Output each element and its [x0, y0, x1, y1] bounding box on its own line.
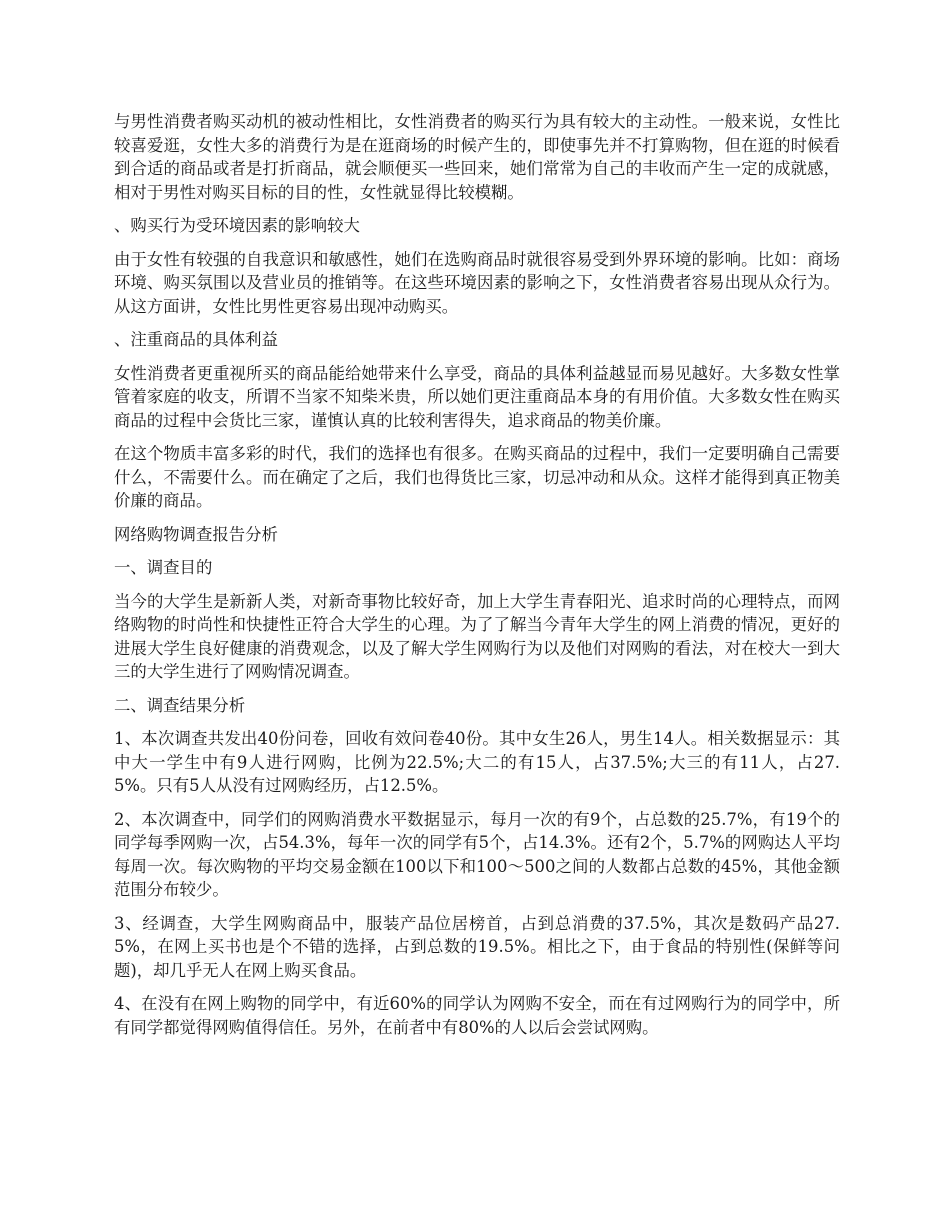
heading-results-analysis: 二、调查结果分析	[114, 695, 246, 715]
paragraph-result-4: 4、在没有在网上购物的同学中，有近60%的同学认为网购不安全，而在有过网购行为的同学中，所有同学都觉得网购值得信任。另外，在前者中有80%的人以后会尝试网购。	[114, 994, 840, 1037]
paragraph-result-3: 3、经调查，大学生网购商品中，服装产品位居榜首，占到总消费的37.5%，其次是数码产品27.5%，在网上买书也是个不错的选择，占到总数的19.5%。相比之下，由于食品的特别性(保鲜等问题)，却几乎无人在网上购买食品。	[114, 913, 840, 980]
heading-report-title: 网络购物调查报告分析	[114, 524, 278, 544]
paragraph-intro: 与男性消费者购买动机的被动性相比，女性消费者的购买行为具有较大的主动性。一般来说，女性比较喜爱逛，女性大多的消费行为是在逛商场的时候产生的，即使事先并不打算购物，但在逛的时候看到合适的商品或者是打折商品，就会顺便买一些回来，她们常常为自己的丰收而产生一定的成就感，相对于男性对购买目标的目的性，女性就显得比较模糊。	[114, 112, 840, 202]
document-page	[114, 110, 840, 1049]
heading-survey-purpose: 一、调查目的	[114, 558, 213, 577]
paragraph-purpose: 当今的大学生是新新人类，对新奇事物比较好奇，加上大学生青春阳光、追求时尚的心理特点，而网络购物的时尚性和快捷性正符合大学生的心理。为了了解当今青年大学生的网上消费的情况，更好的进展大学生良好健康的消费观念，以及了解大学生网购行为以及他们对网购的看法，对在校大一到大三的大学生进行了网购情况调查。	[114, 591, 840, 681]
paragraph-result-2: 2、本次调查中，同学们的网购消费水平数据显示，每月一次的有9个，占总数的25.7%，有19个的同学每季网购一次，占54.3%，每年一次的同学有5个，占14.3%。还有2个，5.7%的网购达人平均每周一次。每次购物的平均交易金额在100以下和100～500之间的人数都占总数的45%，其他金额范围分布较少。	[114, 809, 840, 899]
paragraph-result-1: 1、本次调查共发出40份问卷，回收有效问卷40份。其中女生26人，男生14人。相关数据显示：其中大一学生中有9人进行网购，比例为22.5%;大二的有15人，占37.5%;大三的有11人，占27.5%。只有5人从没有过网购经历，占12.5%。	[114, 729, 840, 795]
paragraph-conclusion: 在这个物质丰富多彩的时代，我们的选择也有很多。在购买商品的过程中，我们一定要明确自己需要什么，不需要什么。而在确定了之后，我们也得货比三家，切忌冲动和从众。这样才能得到真正物美价廉的商品。	[114, 444, 840, 510]
heading-specific-benefits: 、注重商品的具体利益	[114, 330, 278, 349]
heading-environment-influence: 、购买行为受环境因素的影响较大	[114, 216, 360, 235]
paragraph-environment: 由于女性有较强的自我意识和敏感性，她们在选购商品时就很容易受到外界环境的影响。比如：商场环境、购买氛围以及营业员的推销等。在这些环境因素的影响之下，女性消费者容易出现从众行为。从这方面讲，女性比男性更容易出现冲动购买。	[114, 249, 840, 316]
paragraph-benefits: 女性消费者更重视所买的商品能给她带来什么享受，商品的具体利益越显而易见越好。大多数女性掌管着家庭的收支，所谓不当家不知柴米贵，所以她们更注重商品本身的有用价值。大多数女性在购买商品的过程中会货比三家，谨慎认真的比较利害得失，追求商品的物美价廉。	[114, 363, 840, 430]
